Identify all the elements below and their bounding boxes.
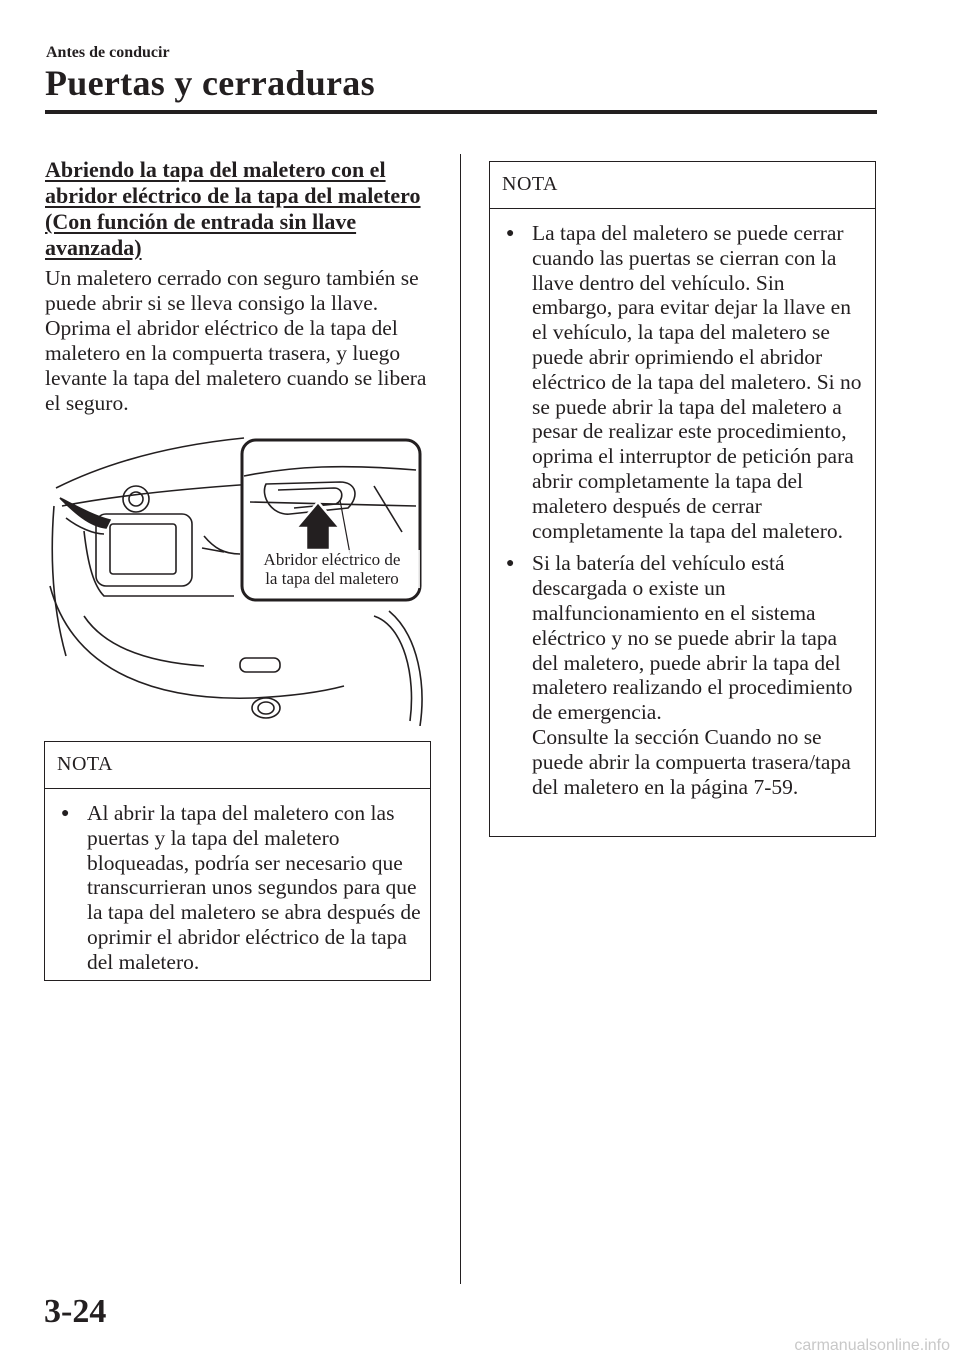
trunk-illustration [44, 436, 430, 726]
note-cross-reference: Consulte la sección Cuando no se puede abrir la compuerta trasera/tapa del maletero en la página 7-59. [532, 724, 851, 799]
section-heading: Abriendo la tapa del maletero con el abridor eléctrico de la tapa del maletero (Con función de entrada sin llave avanzada) [45, 157, 421, 260]
watermark: carmanualsonline.info [794, 1337, 950, 1354]
note-bullet [500, 221, 867, 543]
note-bullet-text-part: Si la batería del vehículo está descargada o existe un malfuncionamiento en el sistema eléctrico y no se puede abrir la tapa del maletero, puede abrir la tapa del maletero realizando el procedimiento de emergencia. [532, 551, 853, 725]
note-title: NOTA [45, 742, 430, 789]
bullet-icon: ● [506, 226, 515, 241]
figure-callout-label [244, 550, 420, 588]
section-label: Antes de conducir [46, 44, 170, 61]
note-bullet-text: La tapa del maletero se puede cerrar cuando las puertas se cierran con la llave dentro del vehículo. Sin embargo, para evitar dejar la llave en el vehículo, la tapa del maletero se puede abrir oprimiendo el abridor eléctrico de la tapa del maletero. Si no se puede abrir la tapa del maletero a pesar de realizar este procedimiento, oprima el interruptor de petición para abrir completamente la tapa del maletero después de cerrar completamente la tapa del maletero. [532, 221, 862, 543]
page-number: 3-24 [44, 1293, 107, 1330]
bullet-icon: ● [506, 556, 515, 572]
figure-callout-line2: la tapa del maletero [265, 569, 399, 588]
bullet-icon: ● [61, 806, 70, 821]
note-bullet-text [532, 551, 867, 799]
note-body [490, 209, 875, 807]
body-paragraph: Un maletero cerrado con seguro también se puede abrir si se lleva consigo la llave. Oprima el abridor eléctrico de la tapa del maletero en la compuerta trasera, y luego levante la tapa del maletero cuando se libera el seguro. [45, 266, 427, 415]
note-bullet-text: Al abrir la tapa del maletero con las puertas y la tapa del maletero bloqueadas, podría ser necesario que transcurrieran unos segundos para que la tapa del maletero se abra después de oprimir el abridor eléctrico de la tapa del maletero. [87, 801, 421, 974]
note-box-right [489, 161, 876, 837]
header-rule [45, 110, 877, 114]
figure-callout-line1: Abridor eléctrico de [263, 550, 401, 569]
note-box-left [44, 741, 431, 981]
note-bullet [500, 551, 867, 799]
column-divider [460, 154, 461, 1284]
note-bullet [55, 801, 422, 975]
page-title: Puertas y cerraduras [45, 63, 375, 103]
note-body [45, 789, 430, 983]
note-title: NOTA [490, 162, 875, 209]
